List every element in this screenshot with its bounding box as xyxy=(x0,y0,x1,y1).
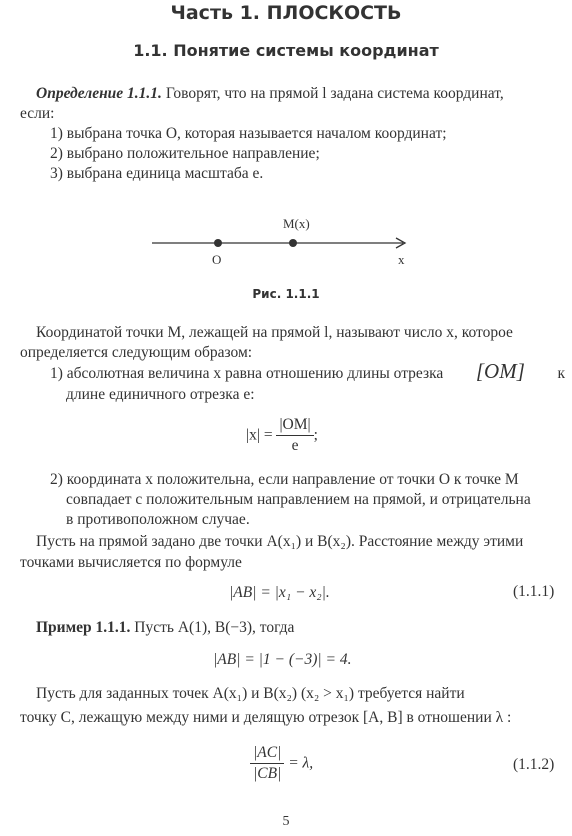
definition-label: Определение 1.1.1. xyxy=(36,85,162,102)
formula-num: |OM| xyxy=(276,415,313,436)
formula-ratio xyxy=(250,743,313,784)
eq-number-1: (1.1.1) xyxy=(513,583,555,600)
definition-line-2: если: xyxy=(20,105,55,122)
formula-abs-x xyxy=(246,415,318,456)
coord-line-1: Координатой точки M, лежащей на прямой l, называют число x, которое xyxy=(36,324,513,341)
ratio-fraction xyxy=(250,743,284,784)
coord-item-1 xyxy=(50,359,565,384)
figure-caption: Рис. 1.1.1 xyxy=(252,287,320,301)
formula-end: ; xyxy=(313,426,318,444)
definition-line-1 xyxy=(36,84,504,104)
distance-line-2: точками вычисляется по формуле xyxy=(20,554,242,571)
origin-label: O xyxy=(212,252,222,267)
coord-item-1-cont: длине единичного отрезка e: xyxy=(66,386,255,403)
example-label: Пример 1.1.1. xyxy=(36,619,131,636)
coord-item-2-cont: совпадает с положительным направлением на прямой, и отрицательна xyxy=(66,491,531,508)
figure-number-line xyxy=(0,205,572,280)
axis-label: x xyxy=(398,252,405,267)
coord-item-2: 2) координата x положительна, если направление от точки O к точке M xyxy=(50,471,519,488)
chapter-title: Часть 1. ПЛОСКОСТЬ xyxy=(170,2,402,24)
definition-text: Говорят, что на прямой l задана система координат, xyxy=(161,85,504,102)
segment-om: [OM] xyxy=(475,359,525,383)
distance-line-1: Пусть на прямой задано две точки A(x₁) и B(x₂). Расстояние между этими xyxy=(36,533,524,550)
definition-item-1: 1) выбрана точка O, которая называется началом координат; xyxy=(50,125,447,142)
coord-item-1-text: 1) абсолютная величина x равна отношению длины отрезка xyxy=(50,365,444,382)
coord-line-2: определяется следующим образом: xyxy=(20,344,253,361)
formula-example: |AB| = |1 − (−3)| = 4. xyxy=(213,651,352,668)
coord-item-2-cont-2: в противоположном случае. xyxy=(66,511,250,528)
ratio-num: |AC| xyxy=(250,743,284,764)
point-m-label: M(x) xyxy=(283,216,310,231)
formula-lhs: |x| = xyxy=(246,426,273,444)
page-number: 5 xyxy=(282,814,290,829)
example-line xyxy=(36,618,294,638)
point-m xyxy=(289,239,297,247)
formula-distance: |AB| = |x₁ − x₂|. xyxy=(229,584,330,601)
ratio-line-2: точку C, лежащую между ними и делящую отрезок [A, B] в отношении λ : xyxy=(20,709,512,726)
ratio-den: |CB| xyxy=(253,765,282,782)
formula-fraction xyxy=(276,415,313,456)
ratio-rhs: = λ, xyxy=(288,754,314,772)
example-text: Пусть A(1), B(−3), тогда xyxy=(130,619,295,636)
eq-number-2: (1.1.2) xyxy=(513,756,555,773)
coord-item-1-end: к xyxy=(557,365,565,382)
section-title: 1.1. Понятие системы координат xyxy=(133,41,439,60)
origin-point xyxy=(214,239,222,247)
formula-den: e xyxy=(291,437,299,454)
definition-item-3: 3) выбрана единица масштаба e. xyxy=(50,165,264,182)
definition-item-2: 2) выбрано положительное направление; xyxy=(50,145,320,162)
ratio-line-1: Пусть для заданных точек A(x₁) и B(x₂) (x₂ > x₁) требуется найти xyxy=(36,685,465,702)
